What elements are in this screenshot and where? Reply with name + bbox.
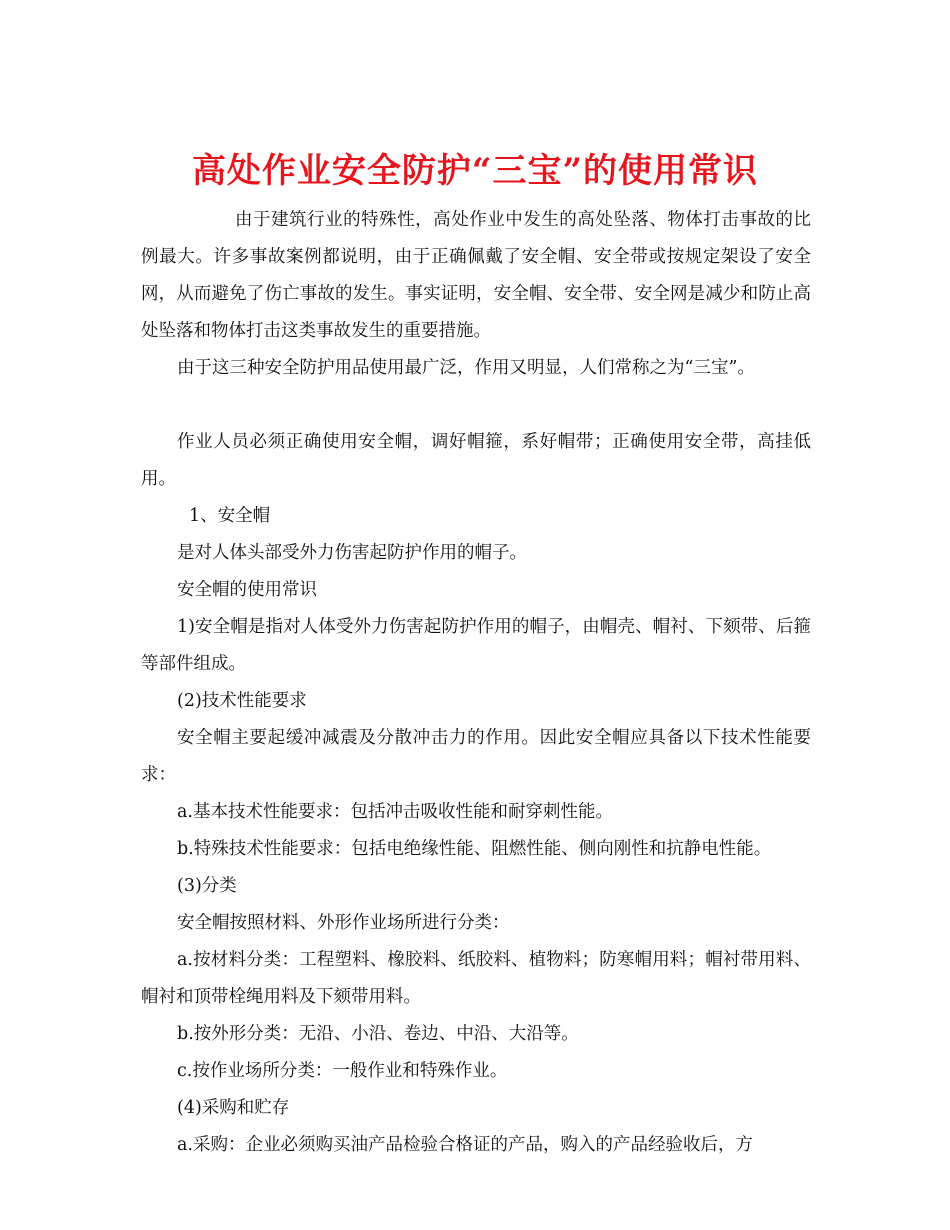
section-heading-helmet: 1、安全帽 [189, 506, 271, 526]
subheading-technical-requirements: (2)技术性能要求 [177, 691, 307, 711]
paragraph-gap [141, 387, 811, 424]
paragraph-classification: 安全帽按照材料、外形作业场所进行分类： [177, 913, 510, 933]
paragraph-usage-rule: 作业人员必须正确使用安全帽，调好帽箍，系好帽带；正确使用安全带，高挂低用。 [141, 432, 811, 489]
list-item-special-performance: b.特殊技术性能要求：包括电绝缘性能、阻燃性能、侧向刚性和抗静电性能。 [177, 839, 772, 859]
subheading-helmet-usage: 安全帽的使用常识 [177, 580, 317, 600]
subheading-classification: (3)分类 [177, 876, 237, 896]
paragraph-technical-requirements: 安全帽主要起缓冲减震及分散冲击力的作用。因此安全帽应具备以下技术性能要求： [141, 728, 811, 785]
paragraph-intro: 由于建筑行业的特殊性，高处作业中发生的高处坠落、物体打击事故的比例最大。许多事故案例都说明，由于正确佩戴了安全帽、安全带或按规定架设了安全网，从而避免了伤亡事故的发生。事实证明，安全帽、安全带、安全网是减少和防止高处坠落和物体打击这类事故发生的重要措施。 [141, 210, 811, 341]
list-item-by-shape: b.按外形分类：无沿、小沿、卷边、中沿、大沿等。 [177, 1024, 579, 1044]
paragraph-helmet-definition: 是对人体头部受外力伤害起防护作用的帽子。 [177, 543, 527, 563]
list-item-basic-performance: a.基本技术性能要求：包括冲击吸收性能和耐穿刺性能。 [177, 802, 613, 822]
subheading-purchase-storage: (4)采购和贮存 [177, 1098, 290, 1118]
document-body [141, 202, 811, 1164]
paragraph-helmet-components: 1)安全帽是指对人体受外力伤害起防护作用的帽子，由帽壳、帽衬、下颏带、后箍等部件组成。 [141, 617, 811, 674]
list-item-purchase: a.采购：企业必须购买油产品检验合格证的产品，购入的产品经验收后，方 [177, 1135, 753, 1155]
document-title: 高处作业安全防护“三宝”的使用常识 [191, 150, 759, 191]
list-item-by-material: a.按材料分类：工程塑料、橡胶料、纸胶料、植物料；防寒帽用料；帽衬带用料、帽衬和顶带栓绳用料及下颏带用料。 [141, 950, 811, 1007]
list-item-by-workplace: c.按作业场所分类：一般作业和特殊作业。 [177, 1061, 508, 1081]
paragraph-three-treasures: 由于这三种安全防护用品使用最广泛，作用又明显，人们常称之为“三宝”。 [177, 358, 755, 378]
